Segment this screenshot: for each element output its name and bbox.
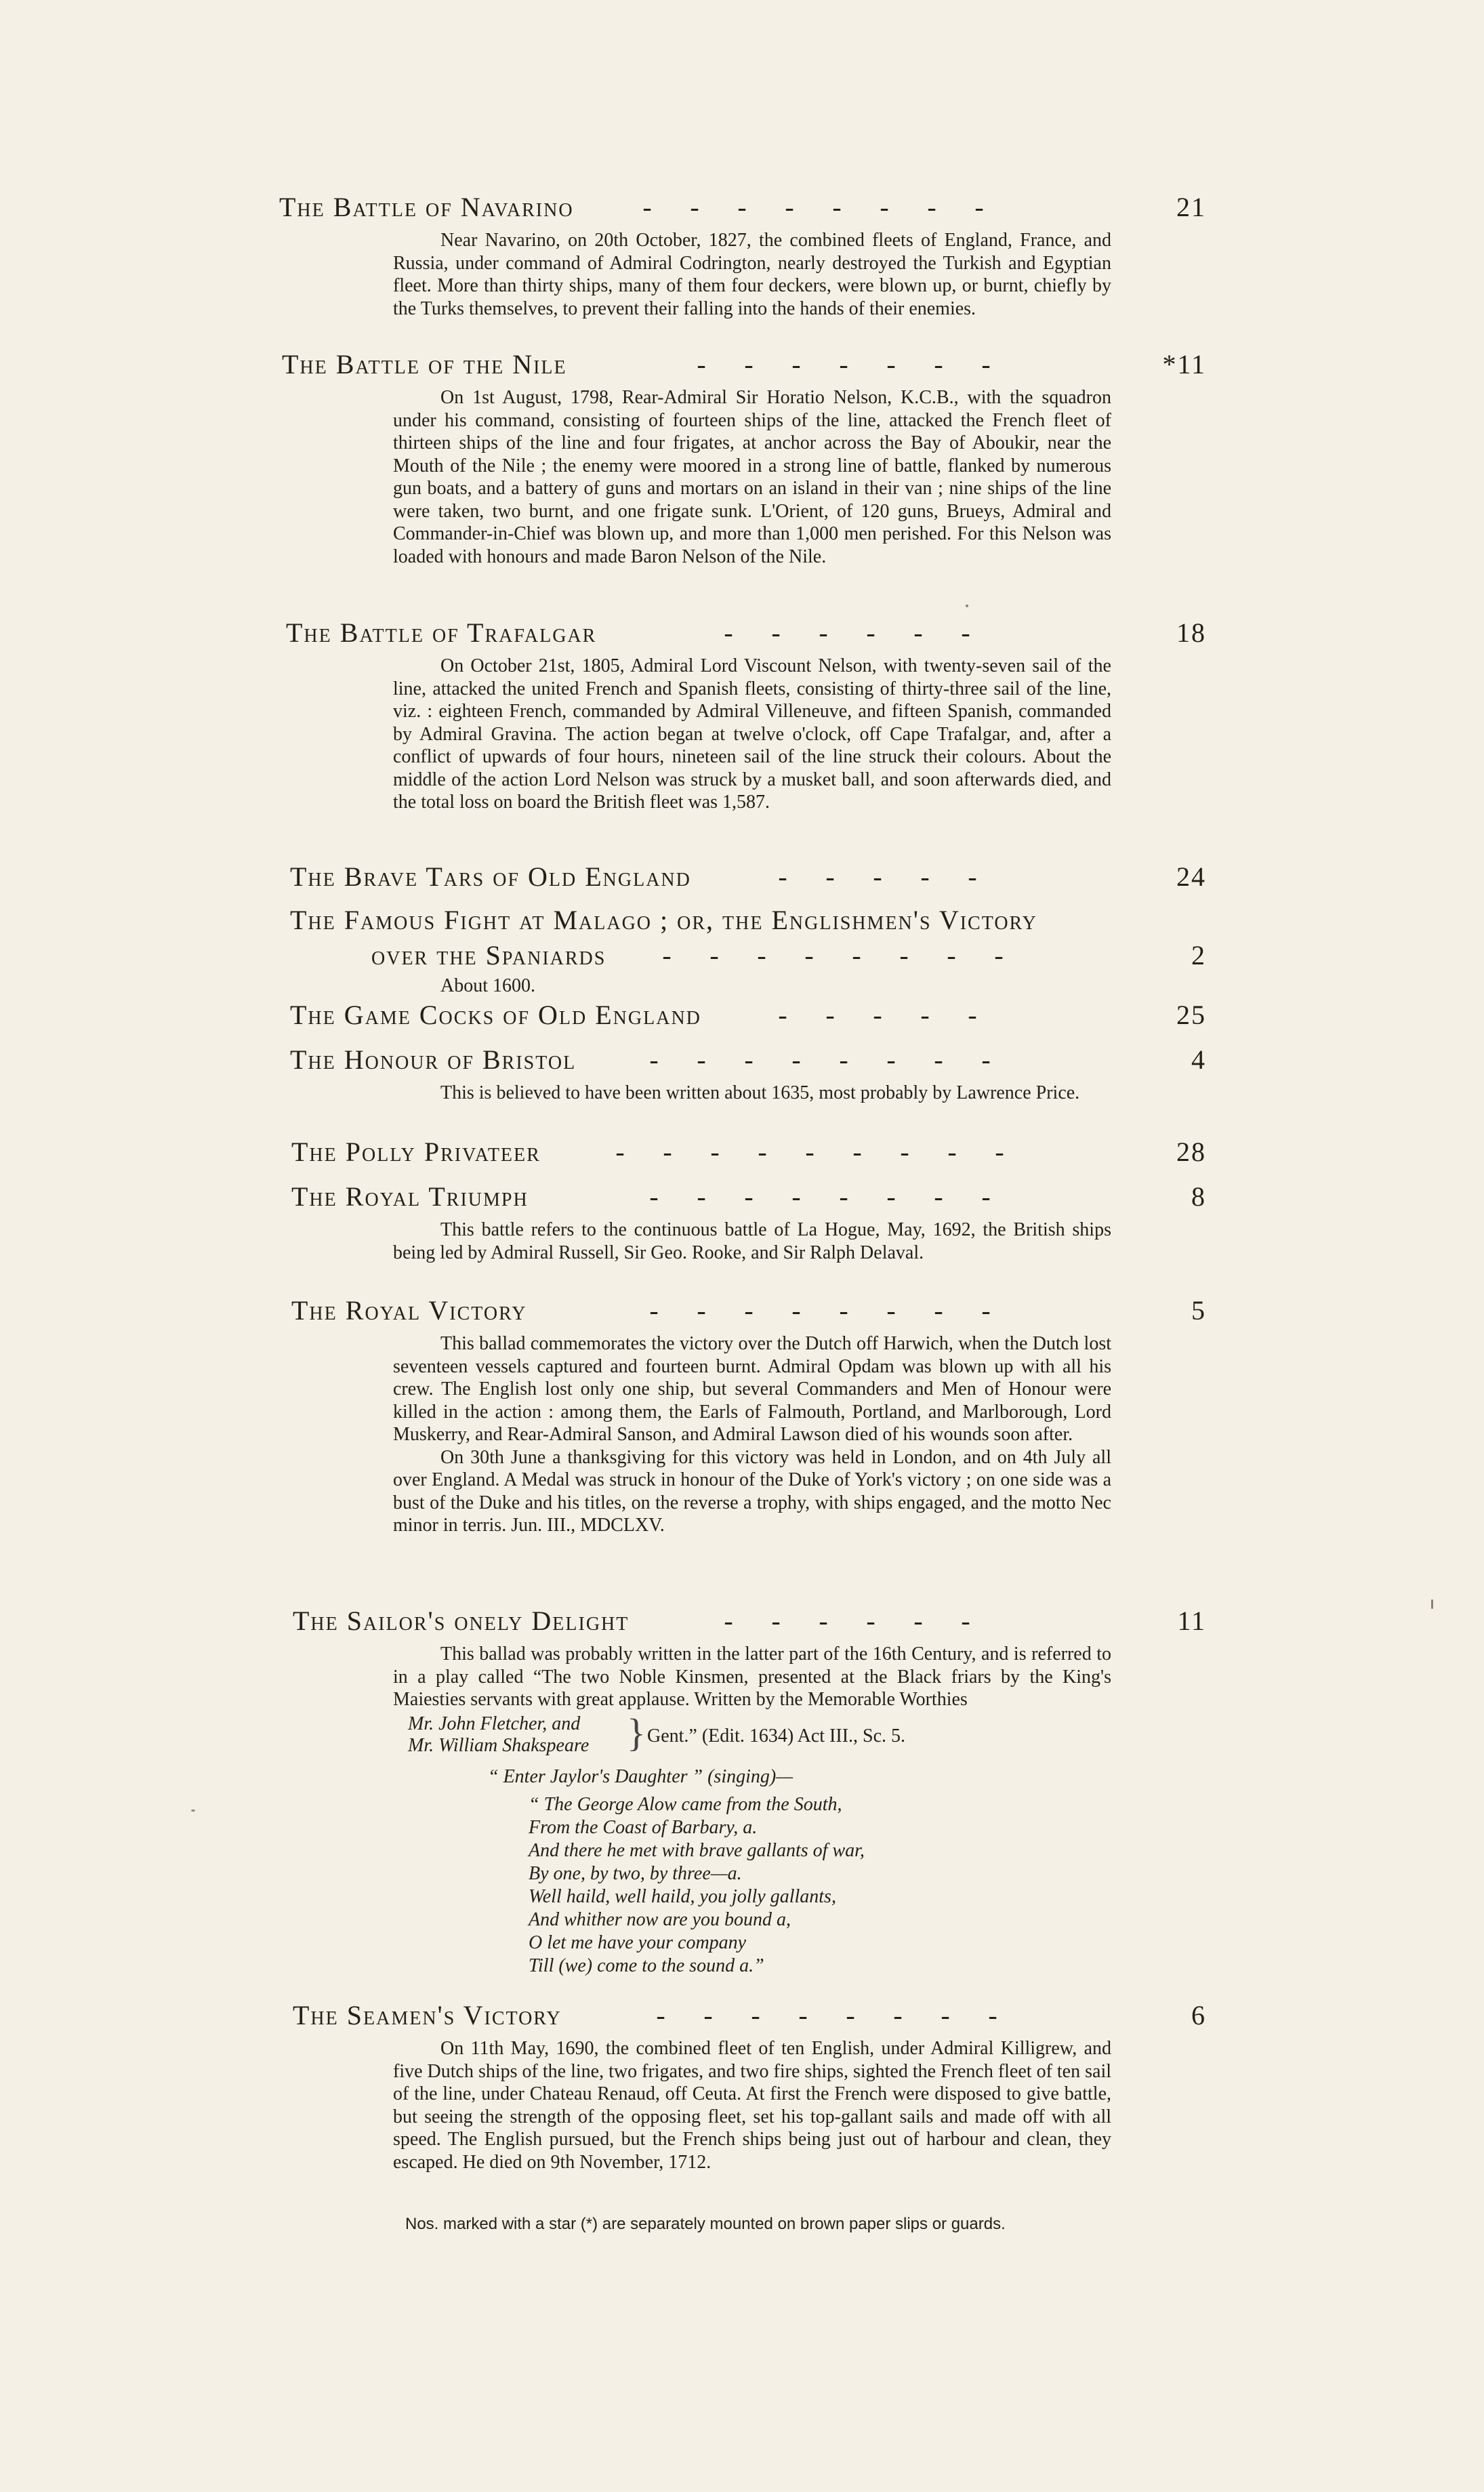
paper-speck [1431, 1599, 1433, 1609]
verse-line: “ The George Alow came from the South, [529, 1794, 842, 1815]
entry-heading [0, 1605, 1484, 1643]
entry-description [393, 1332, 1111, 1537]
entry-title: The Seamen's Victory [293, 2000, 562, 2030]
paper-speck [966, 605, 968, 607]
entry-title: The Royal Victory [291, 1295, 527, 1326]
verse-line: From the Coast of Barbary, a. [529, 1817, 758, 1838]
entry-heading [0, 1136, 1484, 1174]
verse-line: And there he met with brave gallants of war, [529, 1840, 865, 1861]
entry-battle-of-navarino [0, 191, 1484, 320]
entry-title: The Royal Triumph [291, 1181, 529, 1212]
leader-dots: - - - - - - - - [649, 1295, 991, 1326]
verse-line: By one, by two, by three—a. [529, 1863, 742, 1884]
author-attribution [393, 1711, 1111, 1765]
description-paragraph: This battle refers to the continuous battle of La Hogue, May, 1692, the British ships being led by Admiral Russell, Sir Geo. Rooke, and Sir Ralph Delaval. [393, 1219, 1111, 1263]
entry-heading [0, 904, 1484, 939]
verse-line: And whither now are you bound a, [529, 1909, 791, 1930]
entry-title: The Brave Tars of Old England [290, 861, 691, 892]
description-paragraph: On October 21st, 1805, Admiral Lord Viscount Nelson, with twenty-seven sail of the line, attacked the united French and Spanish fleets, consisting of thirty-three sail of the line, viz. : eighteen French, commanded by Admiral Villeneuve, and fifteen Spanish, commanded by Admiral Gravina. The action began at twelve o'clock, off Cape Trafalgar, and, after a conflict of upwards of four hours, nineteen sail of the line struck their colours. About the middle of the action Lord Nelson was struck by a musket ball, and soon afterwards died, and the total loss on board the British fleet was 1,587. [393, 655, 1111, 813]
entry-heading [0, 1044, 1484, 1082]
author-line-shakspeare: Mr. William Shakspeare [408, 1734, 590, 1756]
entry-battle-of-trafalgar [0, 617, 1484, 814]
entry-title: The Battle of Navarino [279, 192, 574, 222]
entry-royal-victory [0, 1294, 1484, 1537]
paper-speck [191, 1810, 195, 1812]
page-number: 4 [1191, 1044, 1206, 1075]
entry-description [393, 975, 1111, 998]
author-suffix: Gent.” (Edit. 1634) Act III., Sc. 5. [647, 1725, 906, 1747]
description-paragraph: About 1600. [440, 975, 535, 996]
entry-title: The Polly Privateer [291, 1137, 541, 1167]
entry-heading [0, 348, 1484, 386]
entry-description [393, 655, 1111, 814]
entry-polly-privateer [0, 1136, 1484, 1174]
verse-line: O let me have your company [529, 1932, 747, 1953]
entry-description [393, 2037, 1111, 2173]
entry-heading [0, 191, 1484, 229]
entry-seamens-victory [0, 1999, 1484, 2173]
leader-dots: - - - - - - - - - [615, 1137, 1004, 1167]
brace-glyph: } [627, 1710, 646, 1755]
entry-title: The Battle of the Nile [282, 349, 567, 380]
entry-brave-tars [0, 861, 1484, 899]
page-number: 28 [1176, 1137, 1206, 1167]
author-line-fletcher: Mr. John Fletcher, and [408, 1713, 581, 1734]
entry-game-cocks [0, 999, 1484, 1037]
page-number: 8 [1191, 1181, 1206, 1212]
leader-dots: - - - - - - - - [662, 940, 1005, 971]
description-paragraph: This ballad commemorates the victory over the Dutch off Harwich, when the Dutch lost seventeen vessels captured and fourteen burnt. Admiral Opdam was blown up with all his crew. The English lost only one ship, but several Commanders and Men of Honour were killed in the action : among them, the Earls of Falmouth, Portland, and Marlborough, Lord Muskerry, and Rear-Admiral Sanson, and Admiral Lawson died of his wounds soon after. [393, 1333, 1111, 1445]
entry-title: The Battle of Trafalgar [286, 617, 597, 648]
page-number: 25 [1176, 1000, 1206, 1030]
entry-description [393, 1643, 1111, 1978]
description-paragraph: On 30th June a thanksgiving for this victory was held in London, and on 4th July all over England. A Medal was struck in honour of the Duke of York's victory ; on one side was a bust of the Duke and his titles, on the reverse a trophy, with ships engaged, and the motto Nec minor in terris. Jun. III., MDCLXV. [393, 1446, 1111, 1536]
footnote: Nos. marked with a star (*) are separately mounted on brown paper slips or guards. [405, 2215, 1006, 2233]
description-paragraph: This ballad was probably written in the latter part of the 16th Century, and is referred to in a play called “The two Noble Kinsmen, presented at the Black friars by the King's Maiesties servants with great applause. Written by the Memorable Worthies [393, 1643, 1111, 1710]
description-paragraph: On 1st August, 1798, Rear-Admiral Sir Horatio Nelson, K.C.B., with the squadron under his command, consisting of fourteen ships of the line, attacked the French fleet of thirteen ships of the line and four frigates, at anchor across the Bay of Aboukir, near the Mouth of the Nile ; the enemy were moored in a strong line of battle, flanked by numerous gun boats, and a battery of guns and mortars on an island in their van ; nine ships of the line were taken, two burnt, and one frigate sunk. L'Orient, of 120 guns, Brueys, Admiral and Commander-in-Chief was blown up, and more than 1,000 men perished. For this Nelson was loaded with honours and made Baron Nelson of the Nile. [393, 387, 1111, 567]
verse-line: Till (we) come to the sound a.” [529, 1955, 764, 1976]
page-number: 5 [1191, 1295, 1206, 1326]
entry-title: The Sailor's onely Delight [293, 1606, 630, 1636]
leader-dots: - - - - - [778, 1000, 977, 1030]
entry-honour-of-bristol [0, 1044, 1484, 1105]
entry-description [393, 1082, 1111, 1105]
entry-heading [0, 999, 1484, 1037]
leader-dots: - - - - - - - - [642, 192, 984, 222]
page-number: 11 [1177, 1606, 1206, 1636]
leader-dots: - - - - - - [724, 617, 970, 648]
description-paragraph: On 11th May, 1690, the combined fleet of ten English, under Admiral Killigrew, and five Dutch ships of the line, two frigates, and two fire ships, sighted the French fleet of ten sail of the line, under Chateau Renaud, off Ceuta. At first the French were disposed to give battle, but seeing the strength of the opposing fleet, set his top-gallant sails and made off with all speed. The English pursued, but the French ships being just out of harbour and clean, they escaped. He died on 9th November, 1712. [393, 2038, 1111, 2173]
leader-dots: - - - - - - - [697, 349, 991, 380]
entry-fight-at-malago [0, 904, 1484, 998]
entry-sailors-onely-delight [0, 1605, 1484, 1978]
ballad-verse [529, 1793, 1111, 1978]
verse-line: Well haild, well haild, you jolly gallants, [529, 1886, 836, 1907]
entry-battle-of-the-nile [0, 348, 1484, 568]
entry-title-continued: over the Spaniards [371, 940, 606, 971]
entry-heading [0, 617, 1484, 655]
page-number: *11 [1162, 349, 1206, 380]
entry-description [393, 229, 1111, 320]
leader-dots: - - - - - - - - [649, 1181, 991, 1212]
entry-heading-continued [0, 939, 1484, 975]
entry-title: The Honour of Bristol [290, 1044, 577, 1075]
page-number: 2 [1191, 940, 1206, 971]
entry-heading [0, 1294, 1484, 1332]
entry-title: The Famous Fight at Malago ; or, the Englishmen's Victory [290, 905, 1037, 935]
entry-description [393, 386, 1111, 568]
page-number: 18 [1176, 617, 1206, 648]
entry-title: The Game Cocks of Old England [290, 1000, 701, 1030]
description-paragraph: This is believed to have been written about 1635, most probably by Lawrence Price. [440, 1082, 1080, 1103]
page-number: 24 [1176, 861, 1206, 892]
leader-dots: - - - - - - [724, 1606, 970, 1636]
entry-royal-triumph [0, 1181, 1484, 1264]
description-paragraph: Near Navarino, on 20th October, 1827, the combined fleets of England, France, and Russia, under command of Admiral Codrington, nearly destroyed the Turkish and Egyptian fleet. More than thirty ships, many of them four deckers, were blown up, or burnt, chiefly by the Turks themselves, to prevent their falling into the hands of their enemies. [393, 230, 1111, 319]
leader-dots: - - - - - - - - [649, 1044, 991, 1075]
leader-dots: - - - - - - - - [656, 2000, 997, 2030]
entry-heading [0, 1999, 1484, 2037]
entry-heading [0, 1181, 1484, 1219]
entry-description [393, 1219, 1111, 1264]
entry-heading [0, 861, 1484, 899]
leader-dots: - - - - - [778, 861, 977, 892]
stage-direction: “ Enter Jaylor's Daughter ” (singing)— [488, 1765, 793, 1787]
page-number: 6 [1191, 2000, 1206, 2030]
page-number: 21 [1176, 192, 1206, 222]
